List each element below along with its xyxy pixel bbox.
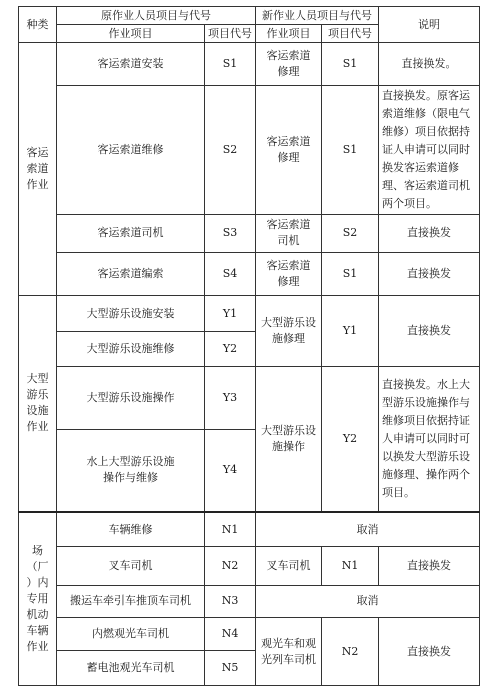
header-orig-group: 原作业人员项目与代号 <box>57 7 256 25</box>
category-label: 大型 游乐 设施 作业 <box>26 372 49 434</box>
remark-cell: 直接换发 <box>379 295 480 366</box>
category-amusement <box>19 295 57 512</box>
new-item-cell: 大型游乐设 施操作 <box>256 366 322 512</box>
orig-item-cell: 客运索道维修 <box>57 86 205 215</box>
orig-code-cell: Y4 <box>205 429 256 512</box>
orig-code-cell: N4 <box>205 618 256 651</box>
cancel-cell: 取消 <box>256 512 480 546</box>
remark-cell: 直接换发。水上大型游乐设施操作与维修项目依据持证人申请可以同时可以换发大型游乐设施修理、操作两个项目。 <box>379 366 480 512</box>
new-item-cell: 大型游乐设 施修理 <box>256 295 322 366</box>
header-orig-code: 项目代号 <box>205 25 256 43</box>
category-label: 场 （厂 ）内 专用 机动 车辆 作业 <box>26 544 49 654</box>
orig-item-cell: 蓄电池观光车司机 <box>57 651 205 686</box>
remark-cell: 直接换发 <box>379 547 480 586</box>
category-ropeway <box>19 43 57 295</box>
orig-item-cell: 内燃观光车司机 <box>57 618 205 651</box>
orig-code-cell: Y3 <box>205 366 256 429</box>
new-item-cell: 客运索道 修理 <box>256 43 322 86</box>
header-new-code: 项目代号 <box>322 25 379 43</box>
header-new-group: 新作业人员项目与代号 <box>256 7 379 25</box>
orig-item-cell: 叉车司机 <box>57 547 205 586</box>
orig-code-cell: N5 <box>205 651 256 686</box>
orig-item-cell: 客运索道司机 <box>57 214 205 253</box>
remark-cell: 直接换发。 <box>379 43 480 86</box>
orig-code-cell: N3 <box>205 585 256 617</box>
conversion-table <box>18 6 480 686</box>
new-code-cell: Y2 <box>322 366 379 512</box>
orig-item-cell: 大型游乐设施维修 <box>57 332 205 366</box>
remark-cell: 直接换发。原客运索道维修（限电气维修）项目依据持证人申请可以同时换发客运索道修理、客运索道司机两个项目。 <box>379 86 480 215</box>
remark-cell: 直接换发 <box>379 253 480 296</box>
orig-item-cell: 客运索道安装 <box>57 43 205 86</box>
new-item-cell: 客运索道 司机 <box>256 214 322 253</box>
category-label: 客运 索道 作业 <box>26 146 49 192</box>
orig-code-cell: S2 <box>205 86 256 215</box>
orig-item-cell: 客运索道编索 <box>57 253 205 296</box>
remark-cell: 直接换发 <box>379 618 480 686</box>
header-new-item: 作业项目 <box>256 25 322 43</box>
new-code-cell: S1 <box>322 86 379 215</box>
remark-cell: 直接换发 <box>379 214 480 253</box>
new-item-cell: 客运索道 修理 <box>256 253 322 296</box>
header-remark: 说明 <box>379 7 480 43</box>
new-code-cell: S2 <box>322 214 379 253</box>
new-item-cell: 客运索道 修理 <box>256 86 322 215</box>
category-vehicles <box>19 512 57 685</box>
orig-code-cell: S1 <box>205 43 256 86</box>
orig-code-cell: S3 <box>205 214 256 253</box>
header-category: 种类 <box>19 7 57 43</box>
new-code-cell: S1 <box>322 253 379 296</box>
orig-code-cell: Y2 <box>205 332 256 366</box>
new-code-cell: N1 <box>322 547 379 586</box>
new-code-cell: Y1 <box>322 295 379 366</box>
orig-code-cell: Y1 <box>205 295 256 331</box>
new-item-cell: 观光车和观 光列车司机 <box>256 618 322 686</box>
new-code-cell: S1 <box>322 43 379 86</box>
new-item-cell: 叉车司机 <box>256 547 322 586</box>
orig-item-cell: 大型游乐设施安装 <box>57 295 205 331</box>
orig-code-cell: N2 <box>205 547 256 586</box>
orig-item-cell: 大型游乐设施操作 <box>57 366 205 429</box>
cancel-cell: 取消 <box>256 585 480 617</box>
orig-item-cell: 车辆维修 <box>57 512 205 546</box>
header-orig-item: 作业项目 <box>57 25 205 43</box>
orig-code-cell: N1 <box>205 512 256 546</box>
new-code-cell: N2 <box>322 618 379 686</box>
orig-item-cell: 搬运车牵引车推顶车司机 <box>57 585 205 617</box>
orig-code-cell: S4 <box>205 253 256 296</box>
orig-item-cell: 水上大型游乐设施 操作与维修 <box>57 429 205 512</box>
